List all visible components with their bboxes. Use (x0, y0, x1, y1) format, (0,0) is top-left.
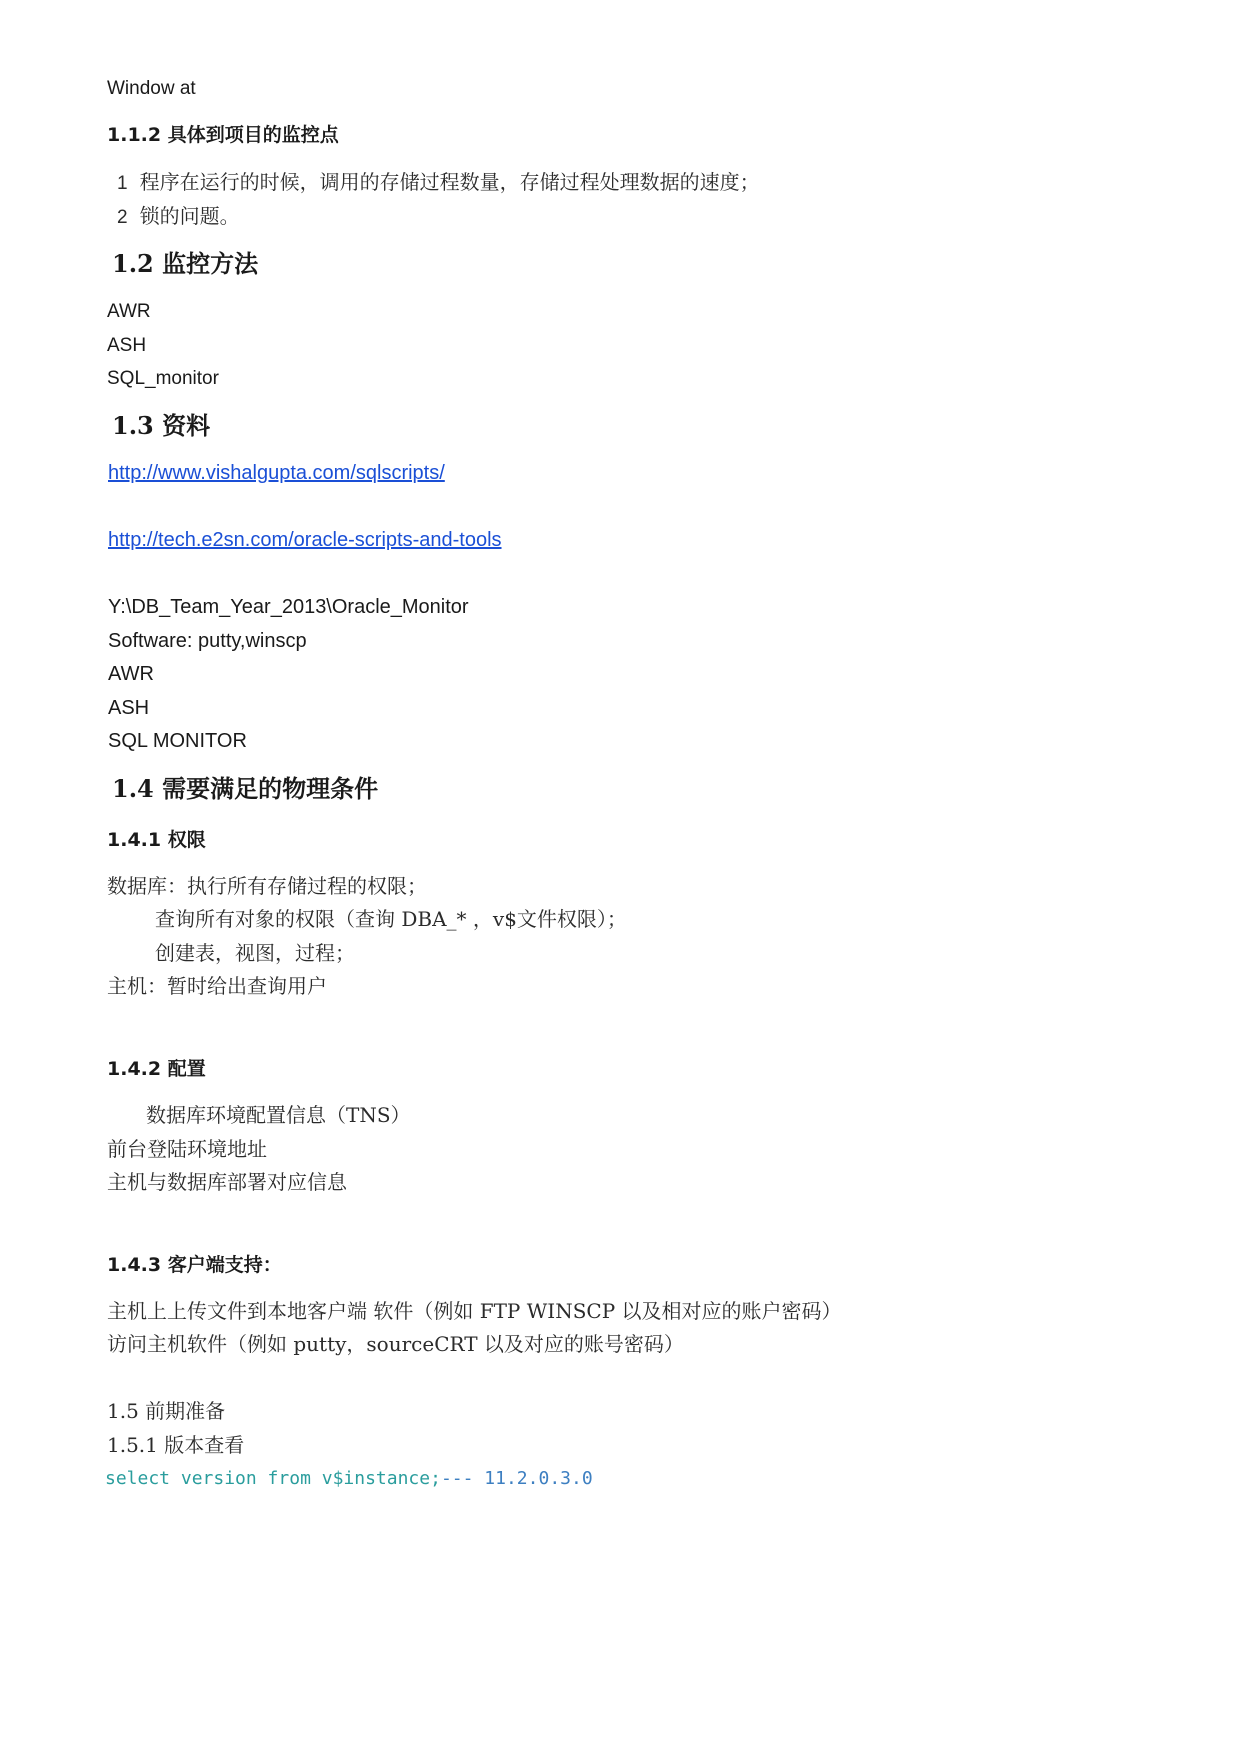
resource-item: SQL MONITOR (108, 730, 247, 752)
method-item: SQL_monitor (107, 368, 219, 389)
client-line: 访问主机软件（例如 putty，sourceCRT 以及对应的账号密码） (107, 1332, 684, 1356)
method-item: ASH (107, 335, 147, 356)
client-line: 主机上上传文件到本地客户端 软件（例如 FTP WINSCP 以及相对应的账户密码） (107, 1299, 842, 1323)
folder-path: Y:\DB_Team_Year_2013\Oracle_Monitor (108, 596, 469, 618)
list-item-text: 锁的问题。 (139, 204, 240, 228)
code-statement: select version from v$instance; (105, 1468, 441, 1489)
heading-1-4-2: 1.4.2 配置 (107, 1058, 206, 1080)
config-line: 前台登陆环境地址 (107, 1137, 267, 1161)
link-e2sn[interactable]: http://tech.e2sn.com/oracle-scripts-and-tools (108, 529, 502, 551)
config-line: 主机与数据库部署对应信息 (107, 1170, 347, 1194)
list-item-number: 2 (117, 207, 128, 228)
permission-line: 创建表，视图，过程； (155, 941, 355, 965)
list-item (117, 206, 240, 227)
heading-1-5: 1.5 前期准备 (107, 1399, 226, 1423)
permission-line: 查询所有对象的权限（查询 DBA_* ，v$文件权限）； (155, 907, 627, 931)
list-item (117, 172, 760, 193)
resource-item: ASH (108, 697, 150, 719)
heading-1-4-3: 1.4.3 客户端支持： (107, 1254, 282, 1276)
intro-line: Window at (107, 78, 196, 99)
list-item-text: 程序在运行的时候，调用的存储过程数量，存储过程处理数据的速度； (139, 170, 760, 194)
code-comment: --- 11.2.0.3.0 (440, 1468, 593, 1489)
config-line: 数据库环境配置信息（TNS） (146, 1103, 411, 1127)
resource-item: AWR (108, 663, 154, 685)
heading-1-5-1: 1.5.1 版本查看 (107, 1433, 245, 1457)
heading-1-4: 1.4 需要满足的物理条件 (112, 774, 379, 803)
list-item-number: 1 (117, 173, 128, 194)
permission-line: 数据库：执行所有存储过程的权限； (107, 874, 427, 898)
heading-1-3: 1.3 资料 (112, 411, 211, 440)
heading-1-4-1: 1.4.1 权限 (107, 829, 206, 851)
permission-line: 主机：暂时给出查询用户 (107, 974, 327, 998)
software-line: Software: putty,winscp (108, 630, 307, 652)
code-snippet (105, 1470, 593, 1488)
heading-1-1-2: 1.1.2 具体到项目的监控点 (107, 124, 339, 146)
method-item: AWR (107, 301, 151, 322)
heading-1-2: 1.2 监控方法 (112, 249, 259, 278)
link-vishalgupta[interactable]: http://www.vishalgupta.com/sqlscripts/ (108, 462, 445, 484)
